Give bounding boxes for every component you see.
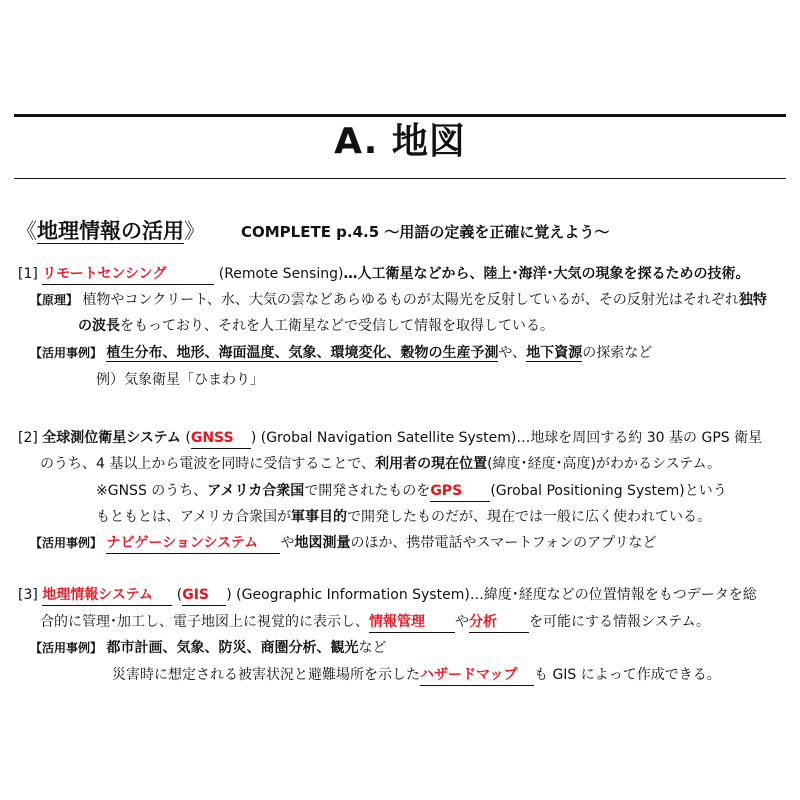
item1-use-tail: の探索など xyxy=(582,345,653,361)
item3-use-keywords: 都市計画、気象、防災、商圏分析、観光 xyxy=(106,640,359,656)
item1-principle-keyword2: の波長 xyxy=(78,318,120,334)
item3-def2-text: 合的に管理･加工し、電子地図上に視覚的に表示し、 xyxy=(40,614,369,630)
item1-principle-text1: 植物やコンクリート、水、大気の雲などあらゆるものが太陽光を反射しているが、その反射光はそれぞれ xyxy=(82,292,739,308)
item1-principle-keyword1: 独特 xyxy=(738,292,767,308)
item2-note1-text: ※GNSS のうち、 xyxy=(96,483,208,499)
item1-use-connector: や、 xyxy=(498,345,527,361)
item3-heading xyxy=(18,585,757,606)
item1-english: (Remote Sensing) xyxy=(218,266,344,282)
title-rule-bottom xyxy=(14,178,786,179)
item3-def2-answer-blank2 xyxy=(469,612,529,633)
item3-use-tag: 【活用事例】 xyxy=(30,641,103,655)
section-header xyxy=(16,216,786,246)
item3-use-tail: など xyxy=(358,640,387,656)
item2-note-term: GPS xyxy=(430,483,463,499)
item2-use-tail: のほか、携帯電話やスマートフォンのアプリなど xyxy=(350,535,657,551)
item2-definition1: …地球を周回する約 30 基の GPS 衛星 xyxy=(516,430,763,446)
item1-use-tag: 【活用事例】 xyxy=(30,346,103,360)
item1-heading xyxy=(18,264,749,285)
item3-use2-text: 災害時に想定される被害状況と避難場所を示した xyxy=(112,667,420,683)
item2-paren-open: ( xyxy=(185,430,191,446)
item2-heading xyxy=(18,428,762,449)
item2-note-line2 xyxy=(96,507,711,527)
item3-number: [3] xyxy=(18,587,38,603)
item3-paren-open: ( xyxy=(176,587,183,603)
item2-paren-close: ) xyxy=(250,430,257,446)
item3-def2-term2: 分析 xyxy=(469,614,497,630)
item3-abbr-blank xyxy=(182,585,226,606)
item1-example: 例）気象衛星「ひまわり」 xyxy=(96,372,264,388)
item2-note1-english: (Grobal Positioning System)という xyxy=(490,483,727,499)
item2-english: (Grobal Navigation Satellite System) xyxy=(260,430,517,446)
item2-note2-tail: で開発したものだが、現在では一般に広く使われている。 xyxy=(347,509,712,525)
section-reference: COMPLETE p.4.5 ～用語の定義を正確に覚えよう～ xyxy=(241,223,610,241)
item2-use-line xyxy=(30,533,657,554)
item3-answer-blank xyxy=(42,585,172,606)
item2-def2-tail: (緯度･経度･高度)がわかるシステム。 xyxy=(487,456,722,472)
item3-paren-close: ) xyxy=(226,587,232,603)
item2-use-connector: や xyxy=(280,535,295,551)
item1-principle-tag: 【原理】 xyxy=(30,293,79,307)
item3-english: (Geographic Information System) xyxy=(236,587,470,603)
item3-term: 地理情報システム xyxy=(42,587,153,603)
section-bracket-open: 《 xyxy=(16,219,37,243)
item1-use-line xyxy=(30,343,652,363)
item2-definition-line2 xyxy=(40,454,721,474)
item2-use-keyword: 地図測量 xyxy=(294,535,351,551)
item3-use2-term: ハザードマップ xyxy=(420,667,518,683)
item2-def2-text: のうち、4 基以上から電波を同時に受信することで、 xyxy=(40,456,376,472)
item3-use-line xyxy=(30,638,386,658)
item2-use-answer-blank xyxy=(106,533,280,554)
item3-def2-term1: 情報管理 xyxy=(369,614,425,630)
page-title: A. 地図 xyxy=(334,121,466,162)
section-bracket-close: 》 xyxy=(184,219,205,243)
item1-use-keyword-resource: 地下資源 xyxy=(526,345,583,361)
item1-use-keywords: 植生分布、地形、海面温度、気象、環境変化、穀物の生産予測 xyxy=(106,345,499,361)
item2-note2-text: もともとは、アメリカ合衆国が xyxy=(96,509,292,525)
item2-answer-blank xyxy=(191,428,251,449)
item2-note-answer-blank xyxy=(430,481,490,502)
item3-use2-answer-blank xyxy=(420,665,534,686)
item2-note1-keyword: アメリカ合衆国 xyxy=(207,483,305,499)
item3-def2-tail: を可能にする情報システム。 xyxy=(529,614,711,630)
item1-principle-text2: をもっており、それを人工衛星などで受信して情報を取得している。 xyxy=(120,318,554,334)
item3-definition-line2 xyxy=(40,612,710,633)
title-rule-top xyxy=(14,114,786,117)
item2-use-tag: 【活用事例】 xyxy=(30,536,103,550)
item2-name: 全球測位衛星システム xyxy=(42,430,181,446)
item2-note-line1 xyxy=(96,481,727,502)
item1-definition: …人工衛星などから、陸上･海洋･大気の現象を探るための技術。 xyxy=(343,266,750,282)
section-title-text: 地理情報の活用 xyxy=(37,219,184,243)
item1-number: [1] xyxy=(18,266,38,282)
section-title xyxy=(16,216,205,246)
item2-def2-keyword: 利用者の現在位置 xyxy=(375,456,488,472)
item1-answer-blank xyxy=(42,264,214,285)
item2-term: GNSS xyxy=(190,430,234,446)
item2-use-term: ナビゲーションシステム xyxy=(106,535,259,551)
item2-note1-text2: で開発されたものを xyxy=(304,483,431,499)
item1-principle-line1 xyxy=(30,290,767,310)
item3-abbr: GIS xyxy=(182,587,210,603)
item1-term: リモートセンシング xyxy=(42,266,167,282)
item3-use-line2 xyxy=(112,665,721,686)
item3-def2-answer-blank1 xyxy=(369,612,455,633)
item2-number: [2] xyxy=(18,430,38,446)
item3-definition1: …緯度･経度などの位置情報をもつデータを総 xyxy=(469,587,757,603)
item1-principle-line2 xyxy=(78,316,554,336)
item2-note2-keyword: 軍事目的 xyxy=(291,509,348,525)
item3-def2-connector: や xyxy=(455,614,469,630)
item3-use2-tail: も GIS によって作成できる。 xyxy=(534,667,721,683)
